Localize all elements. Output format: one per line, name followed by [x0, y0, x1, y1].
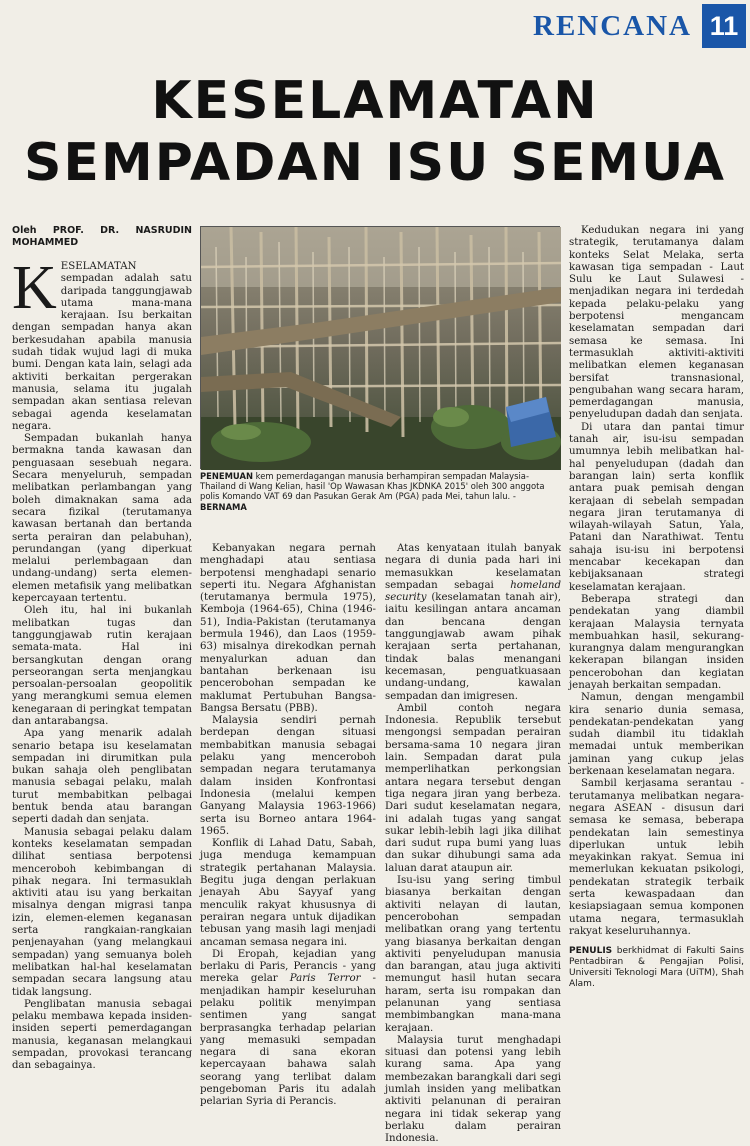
article-paragraph: Malaysia turut menghadapi situasi dan potensi yang lebih kurang sama. Apa yang membezakan barangkali dari segi jumlah insiden yang melibatkan aktiviti pelanunan di perairan negara ini tidak sekerap yang berlaku dalam perairan Indonesia.	[385, 1034, 561, 1145]
article-paragraph: Di utara dan pantai timur tanah air, isu-isu sempadan umumnya lebih melibatkan hal-hal penyeludupan (dadah dan barangan lain) serta konflik antara puak pemisah dengan kerajaan di sebelah sempadan negara jiran terutamanya di wilayah-wilayah Satun, Yala, Patani dan Narathiwat. Tentu sahaja isu-isu ini berpotensi mencabar kecekapan dan kebijaksanaan strategi keselamatan kerajaan.	[569, 421, 744, 593]
photo-caption	[200, 471, 561, 512]
byline: Oleh PROF. DR. NASRUDIN MOHAMMED	[12, 225, 192, 248]
paragraph-text: sempadan adalah satu daripada tanggungjawab utama mana-mana kerajaan. Isu berkaitan dengan sempadan hanya akan berkesudahan apabila manusia sudah tidak wujud lagi di muka bumi. Dengan kata lain, selagi ada aktiviti berkaitan pergerakan manusia, selama itu jugalah sempadan akan sentiasa relevan sebagai agenda keselamatan negara.	[12, 273, 192, 432]
paragraph-text: - menjadikan hampir keseluruhan pelaku politik menyimpan sentimen yang sangat berprasangka terhadap pelarian yang memasuki sempadan negara di sana ekoran kepercayaan bahawa salah seorang yang terlibat dalam pengeboman Paris itu adalah pelarian Syria di Perancis.	[200, 973, 376, 1108]
page-number: 11	[702, 4, 746, 48]
paragraph-emphasis: homeland security	[385, 579, 561, 604]
section-name: RENCANA	[533, 10, 692, 42]
drop-cap: K	[12, 254, 57, 322]
article-paragraph: Penglibatan manusia sebagai pelaku membawa kepada insiden-insiden seperti pemerdagangan manusia, keganasan melangkaui sempadan, provokasi terancang dan sebagainya.	[12, 998, 192, 1072]
news-photo	[200, 226, 560, 469]
article-paragraph: Isu-isu yang sering timbul biasanya berkaitan dengan aktiviti nelayan di lautan, pencerobohan sempadan melibatkan orang yang tertentu yang biasanya berkaitan dengan aktiviti penyeludupan manusia dan barangan, atau juga aktiviti memungut hasil hutan secara haram, serta isu rompakan dan pelanunan yang sentiasa membimbangkan mana-mana kerajaan.	[385, 875, 561, 1034]
article-paragraph: Namun, dengan mengambil kira senario dunia semasa, pendekatan-pendekatan yang sudah diambil itu tidaklah memadai untuk memberikan jaminan yang cukup jelas berkenaan keselamatan negara.	[569, 692, 744, 778]
paragraph-emphasis: Paris Terror	[289, 973, 361, 985]
article-column-3	[385, 543, 561, 1145]
headline-line-1: KESELAMATAN	[151, 71, 599, 131]
photo-credit: BERNAMA	[200, 501, 247, 512]
article-paragraph: Apa yang menarik adalah senario betapa isu keselamatan sempadan ini dirumitkan pula bukan sahaja oleh penglibatan manusia sebagai pelaku, malah turut membabitkan pelbagai bentuk benda atau barangan seperti dadah dan senjata.	[12, 728, 192, 826]
article-column-4	[569, 225, 744, 990]
article-paragraph: Malaysia sendiri pernah berdepan dengan situasi membabitkan manusia sebagai pelaku yang menceroboh sempadan negara terutamanya dalam insiden Konfrontasi Indonesia (melalui kempen Ganyang Malaysia 1963-1966) serta isu Borneo antara 1964-1965.	[200, 715, 376, 837]
article-paragraph: Sambil kerjasama serantau - terutamanya melibatkan negara-negara ASEAN - disusun dari semasa ke semasa, beberapa pendekatan lain semestinya diperlukan untuk lebih meyakinkan rakyat. Semua ini memerlukan kekuatan psikologi, pendekatan strategik terbaik serta kewaspadaan dan kesiapsiagaan semua komponen utama negara, termasuklah rakyat keseluruhannya.	[569, 778, 744, 937]
article-paragraph: Ambil contoh negara Indonesia. Republik tersebut mengongsi sempadan perairan bersama-sama 10 negara jiran lain. Sempadan darat pula memperlihatkan perkongsian antara negara tersebut dengan tiga negara jiran yang berbeza. Dari sudut keselamatan negara, ini adalah tugas yang sangat sukar lebih-lebih lagi jika dilihat dari sudut rupa bumi yang luas dan sukar dihubungi sama ada laluan darat ataupun air.	[385, 702, 561, 874]
author-note-text: berkhidmat di Fakulti Sains Pentadbiran & Pengajian Polisi, Universiti Teknologi Mara (UiTM), Shah Alam.	[569, 946, 744, 990]
article-paragraph	[12, 254, 192, 433]
article-paragraph: Sempadan bukanlah hanya bermakna tanda kawasan dan penguasaan sesebuah negara. Secara menyeluruh, sempadan melibatkan perlambangan yang boleh dimaknakan sama ada secara fizikal (terutamanya kawasan bertanah dan bertanda serta perairan dan pelabuhan), perundangan (yang diperkuat melalui perlembagaan dan undang-undang) serta elemen-elemen metafisik yang melibatkan kepercayaan tertentu.	[12, 433, 192, 605]
headline	[12, 70, 738, 194]
paragraph-text: (keselamatan tanah air), iaitu kesilingan antara ancaman dan bencana dengan tanggungjawab awam pihak kerajaan serta pertahanan, tindak balas menangani kecemasan, penguatkuasaan undang-undang, kawalan sempadan dan imigresen.	[385, 592, 561, 702]
article-paragraph: Manusia sebagai pelaku dalam konteks keselamatan sempadan dilihat sentiasa berpotensi menceroboh kebimbangan di pihak negara. Ini termasuklah aktiviti atau isu yang berkaitan misalnya dengan migrasi tanpa izin, elemen-elemen keganasan serta rangkaian-rangkaian penjenayahan (yang melangkaui sempadan) yang semuanya boleh melibatkan hal-hal keselamatan sempadan secara langsung atau tidak langsung.	[12, 826, 192, 998]
section-header	[533, 4, 746, 48]
paragraph-text: Di Eropah, kejadian yang berlaku di Paris, Perancis - yang mereka gelar	[200, 948, 376, 985]
article-column-1	[12, 225, 192, 1072]
article-paragraph	[200, 949, 376, 1109]
article-paragraph: Kebanyakan negara pernah menghadapi atau sentiasa berpotensi menghadapi senario seperti itu. Negara Afghanistan (terutamanya bermula 1975), Kemboja (1964-65), China (1946-51), India-Pakistan (terutamanya bermula 1946), dan Laos (1959-63) misalnya direkodkan pernah menyalurkan aduan dan bantahan berkenaan isu pencerobohan sempadan ke maklumat Pertubuhan Bangsa-Bangsa Bersatu (PBB).	[200, 543, 376, 714]
article-paragraph: Konflik di Lahad Datu, Sabah, juga menduga kemampuan strategik pertahanan Malaysia. Begitu juga dengan perlakuan jenayah Abu Sayyaf yang menculik rakyat khususnya di perairan negara untuk dijadikan tebusan yang masih lagi menjadi ancaman semasa negara ini.	[200, 838, 376, 948]
photo-bamboo-enclosure	[201, 227, 561, 470]
headline-line-2: SEMPADAN ISU SEMUA	[23, 133, 727, 193]
caption-lead: PENEMUAN	[200, 471, 253, 481]
caption-text: kem pemerdagangan manusia berhampiran sempadan Malaysia-Thailand di Wang Kelian, hasil 'Op Wawasan Khas JKDNKA 2015' oleh 300 anggota polis Komando VAT 69 dan Pasukan Gerak Am (PGA) pada Mei, tahun lalu. -	[200, 471, 545, 502]
author-note	[569, 946, 744, 990]
article-paragraph	[385, 543, 561, 703]
article-paragraph: Beberapa strategi dan pendekatan yang diambil kerajaan Malaysia ternyata membuahkan hasil, sekurang-kurangnya dalam mengurangkan kekerapan bilangan insiden pencerobohan dan kegiatan jenayah berkaitan sempadan.	[569, 593, 744, 691]
lead-in: ESELAMATAN	[60, 261, 137, 272]
author-note-label: PENULIS	[569, 946, 613, 957]
paragraph-text: Atas kenyataan itulah banyak negara di dunia pada hari ini memasukkan keselamatan sempadan sebagai	[385, 543, 561, 591]
article-paragraph: Oleh itu, hal ini bukanlah melibatkan tugas dan tanggungjawab rutin kerajaan semata-mata. Hal ini bersangkutan dengan orang perseorangan serta menjangkau persoalan-persoalan geopolitik yang merangkumi semua elemen kenegaraan di peringkat tempatan dan antarabangsa.	[12, 605, 192, 727]
article-column-2	[200, 543, 376, 1108]
article-paragraph: Kedudukan negara ini yang strategik, terutamanya dalam konteks Selat Melaka, serta kawasan tiga sempadan - Laut Sulu ke Laut Sulawesi - menjadikan negara ini terdedah kepada pelaku-pelaku yang berpotensi mengancam keselamatan sempadan dari semasa ke semasa. Ini termasuklah aktiviti-aktiviti melibatkan elemen keganasan bersifat transnasional, pengubahan wang secara haram, pemerdagangan manusia, penyeludupan dadah dan senjata.	[569, 225, 744, 421]
